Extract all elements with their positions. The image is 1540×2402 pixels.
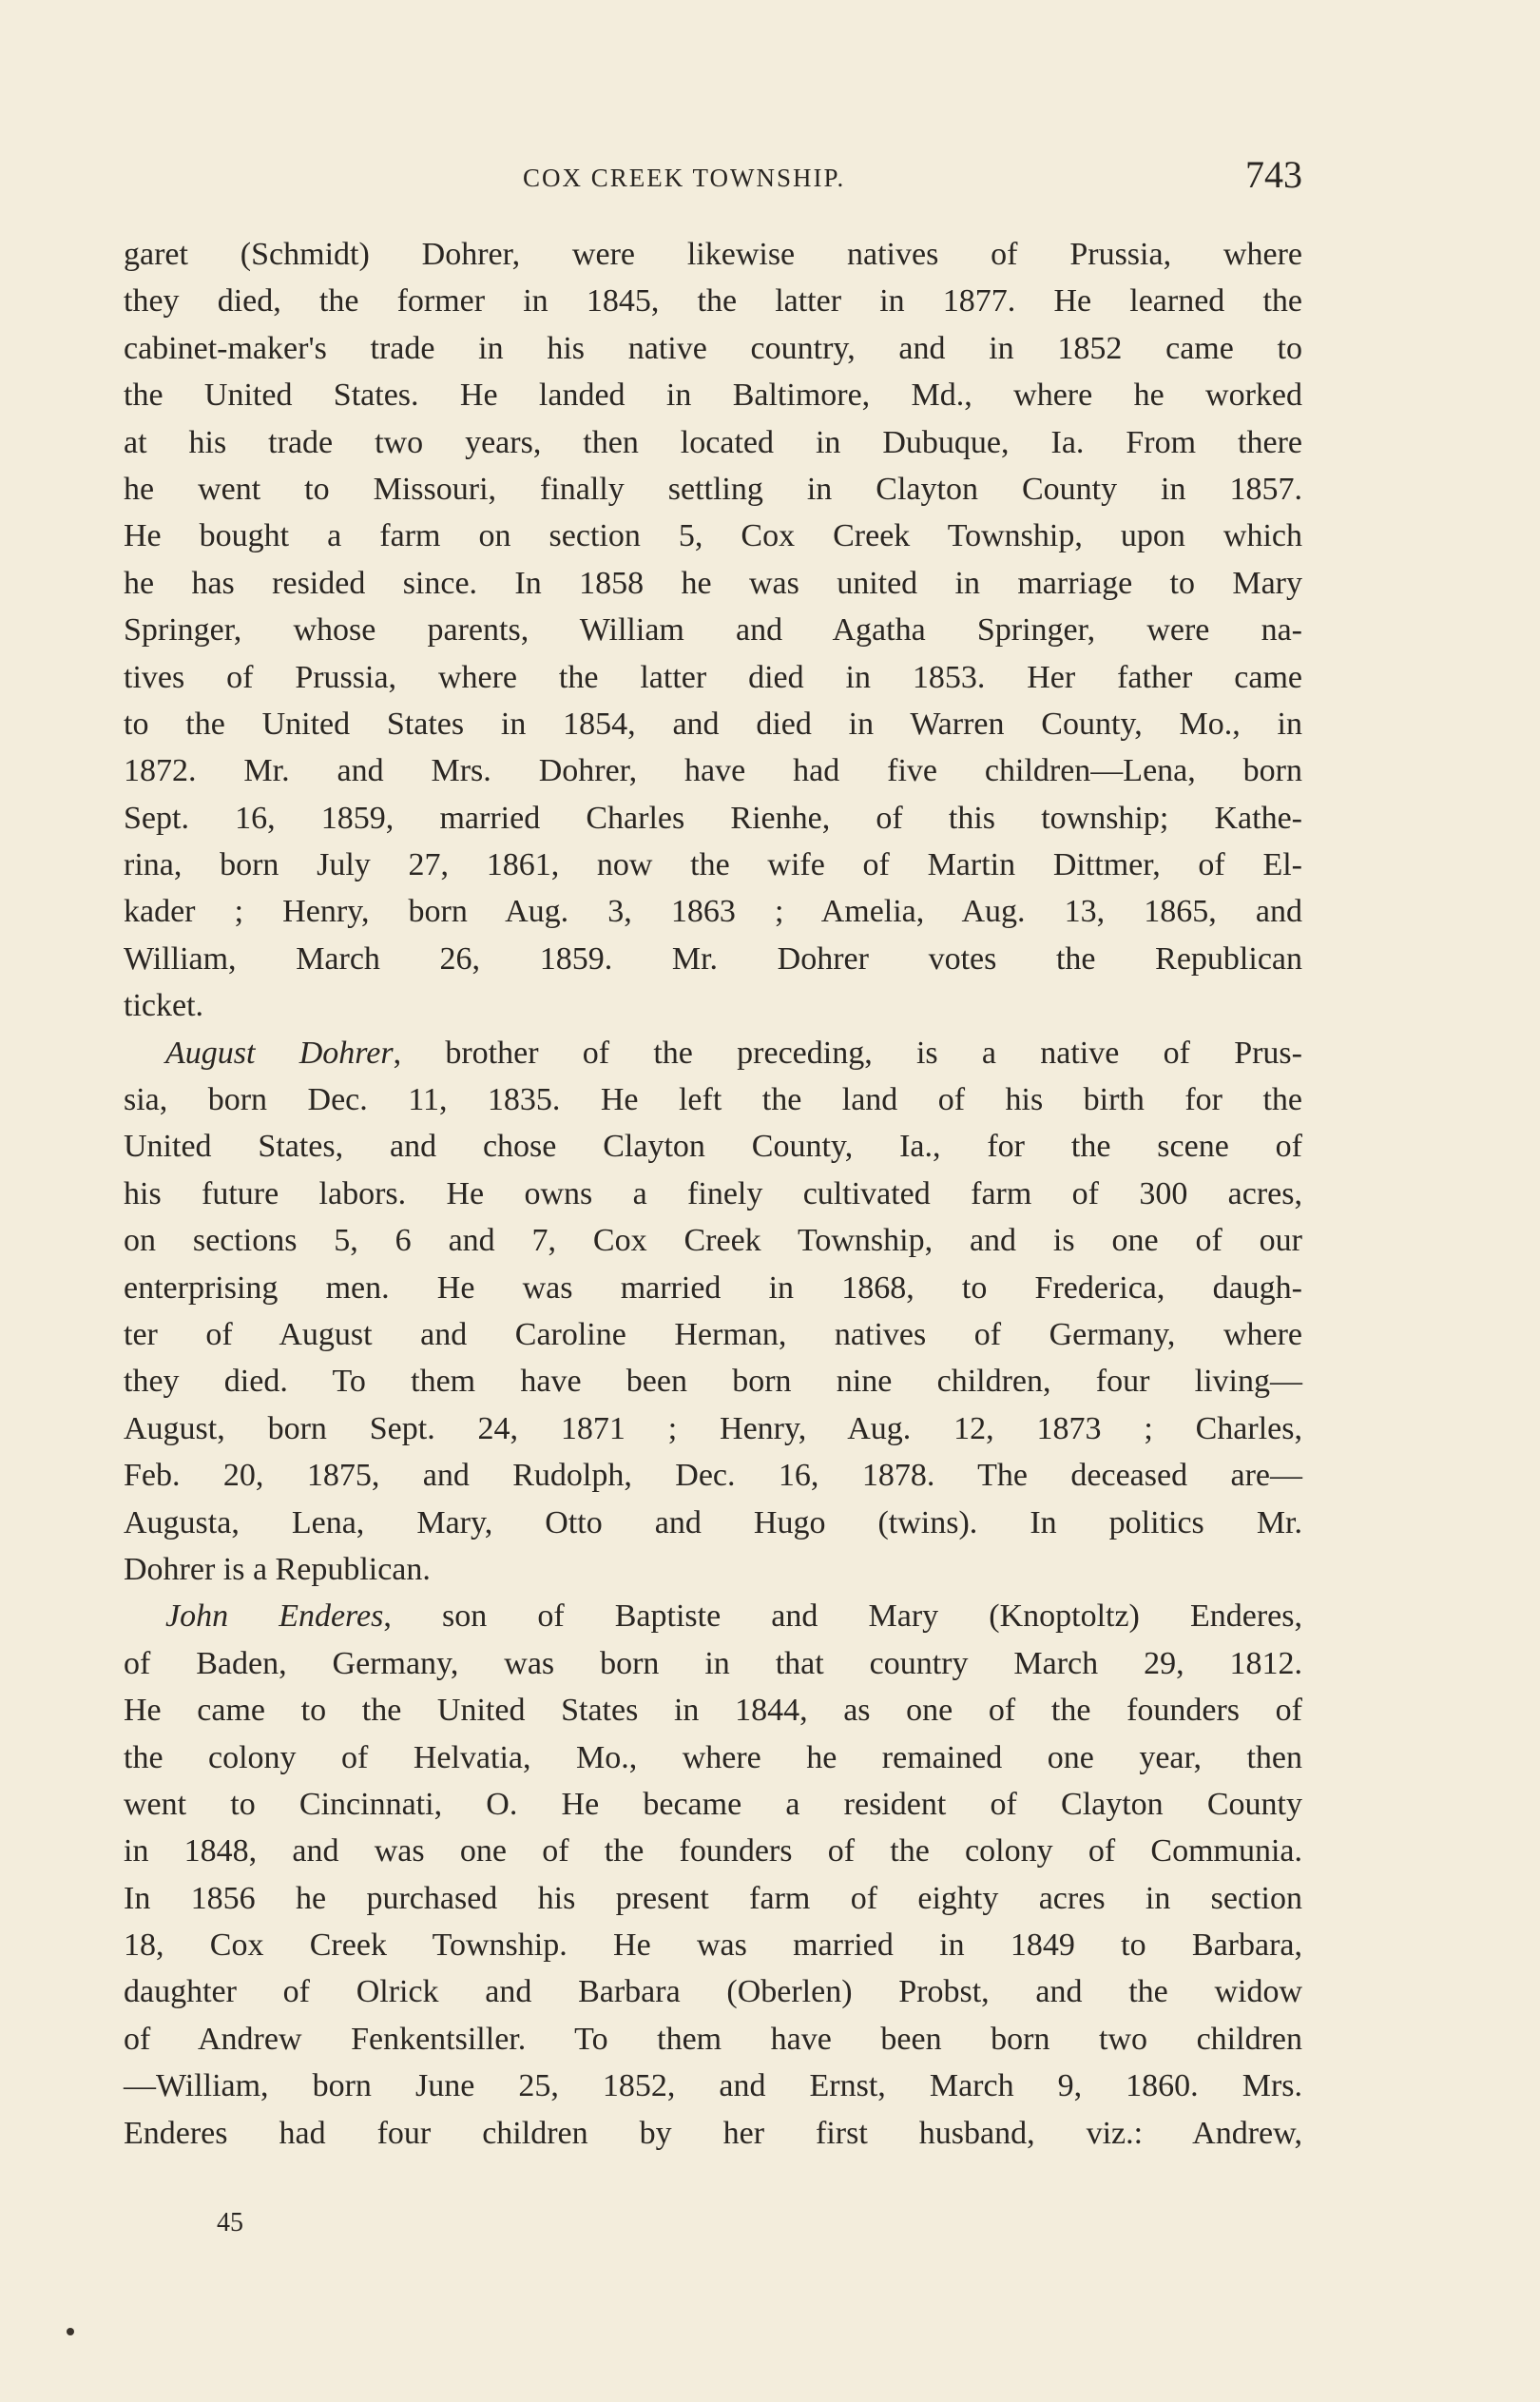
page-number: 743 (1245, 153, 1302, 196)
text-line: of Andrew Fenkentsiller. To them have been born two children (124, 2021, 1302, 2057)
text-run: , brother of the preceding, is a native of Prus- (393, 1035, 1302, 1071)
text-line: garet (Schmidt) Dohrer, were likewise natives of Prussia, where (124, 237, 1302, 272)
text-line: 18, Cox Creek Township. He was married in 1849 to Barbara, (124, 1927, 1302, 1964)
text-line: —William, born June 25, 1852, and Ernst, March 9, 1860. Mrs. (124, 2068, 1302, 2104)
text-line: ticket. (124, 988, 204, 1024)
text-line: August, born Sept. 24, 1871 ; Henry, Aug. 12, 1873 ; Charles, (124, 1410, 1302, 1446)
text-line: Springer, whose parents, William and Agatha Springer, were na- (124, 612, 1302, 649)
text-line: Feb. 20, 1875, and Rudolph, Dec. 16, 1878. The deceased are— (124, 1458, 1302, 1494)
text-line: they died. To them have been born nine children, four living— (124, 1364, 1302, 1400)
running-head: COX CREEK TOWNSHIP. (523, 164, 846, 192)
text-line: Augusta, Lena, Mary, Otto and Hugo (twins). In politics Mr. (124, 1504, 1302, 1540)
text-line: rina, born July 27, 1861, now the wife of Martin Dittmer, of El- (124, 847, 1302, 883)
text-line: his future labors. He owns a finely cultivated farm of 300 acres, (124, 1175, 1302, 1211)
text-line: at his trade two years, then located in Dubuque, Ia. From there (124, 424, 1302, 460)
text-line: of Baden, Germany, was born in that country March 29, 1812. (124, 1645, 1302, 1681)
text-line: on sections 5, 6 and 7, Cox Creek Township, and is one of our (124, 1223, 1302, 1259)
person-name: John Enderes (165, 1598, 384, 1635)
text-line: in 1848, and was one of the founders of the colony of Communia. (124, 1833, 1302, 1869)
text-line: 1872. Mr. and Mrs. Dohrer, have had five children—Lena, born (124, 753, 1302, 789)
signature-mark: 45 (217, 2208, 243, 2237)
text-line: ter of August and Caroline Herman, natives of Germany, where (124, 1316, 1302, 1352)
text-line: Enderes had four children by her first husband, viz.: Andrew, (124, 2115, 1302, 2151)
text-line: Dohrer is a Republican. (124, 1551, 431, 1587)
text-line: the colony of Helvatia, Mo., where he remained one year, then (124, 1739, 1302, 1775)
text-line: kader ; Henry, born Aug. 3, 1863 ; Amelia, Aug. 13, 1865, and (124, 894, 1302, 930)
text-line: went to Cincinnati, O. He became a resident of Clayton County (124, 1786, 1302, 1822)
text-line: sia, born Dec. 11, 1835. He left the land of his birth for the (124, 1082, 1302, 1118)
text-line: In 1856 he purchased his present farm of eighty acres in section (124, 1880, 1302, 1916)
text-line: he went to Missouri, finally settling in Clayton County in 1857. (124, 471, 1302, 507)
body-text (124, 231, 1302, 2157)
text-line: daughter of Olrick and Barbara (Oberlen) Probst, and the widow (124, 1974, 1302, 2010)
text-line: to the United States in 1854, and died in Warren County, Mo., in (124, 706, 1302, 742)
text-line: Sept. 16, 1859, married Charles Rienhe, of this township; Kathe- (124, 800, 1302, 836)
text-line: tives of Prussia, where the latter died in 1853. Her father came (124, 659, 1302, 695)
text-line (124, 1030, 1302, 1076)
text-line (124, 1593, 1302, 1639)
page-header (124, 152, 1302, 200)
text-line: William, March 26, 1859. Mr. Dohrer votes the Republican (124, 940, 1302, 977)
text-run: , son of Baptiste and Mary (Knoptoltz) Enderes, (383, 1598, 1302, 1635)
text-line: United States, and chose Clayton County, Ia., for the scene of (124, 1129, 1302, 1165)
paragraph-august-dohrer (124, 1030, 1302, 1594)
text-line: they died, the former in 1845, the latter in 1877. He learned the (124, 283, 1302, 320)
text-line: enterprising men. He was married in 1868, to Frederica, daugh- (124, 1269, 1302, 1306)
person-name: August Dohrer (165, 1035, 394, 1071)
ink-dot (67, 2328, 74, 2335)
text-line: cabinet-maker's trade in his native country, and in 1852 came to (124, 330, 1302, 366)
text-line: the United States. He landed in Baltimore, Md., where he worked (124, 378, 1302, 414)
paragraph-dohrer-continued (124, 231, 1302, 1030)
text-line: He came to the United States in 1844, as one of the founders of (124, 1693, 1302, 1729)
paragraph-john-enderes (124, 1593, 1302, 2157)
text-line: he has resided since. In 1858 he was united in marriage to Mary (124, 565, 1302, 601)
text-line: He bought a farm on section 5, Cox Creek Township, upon which (124, 518, 1302, 554)
